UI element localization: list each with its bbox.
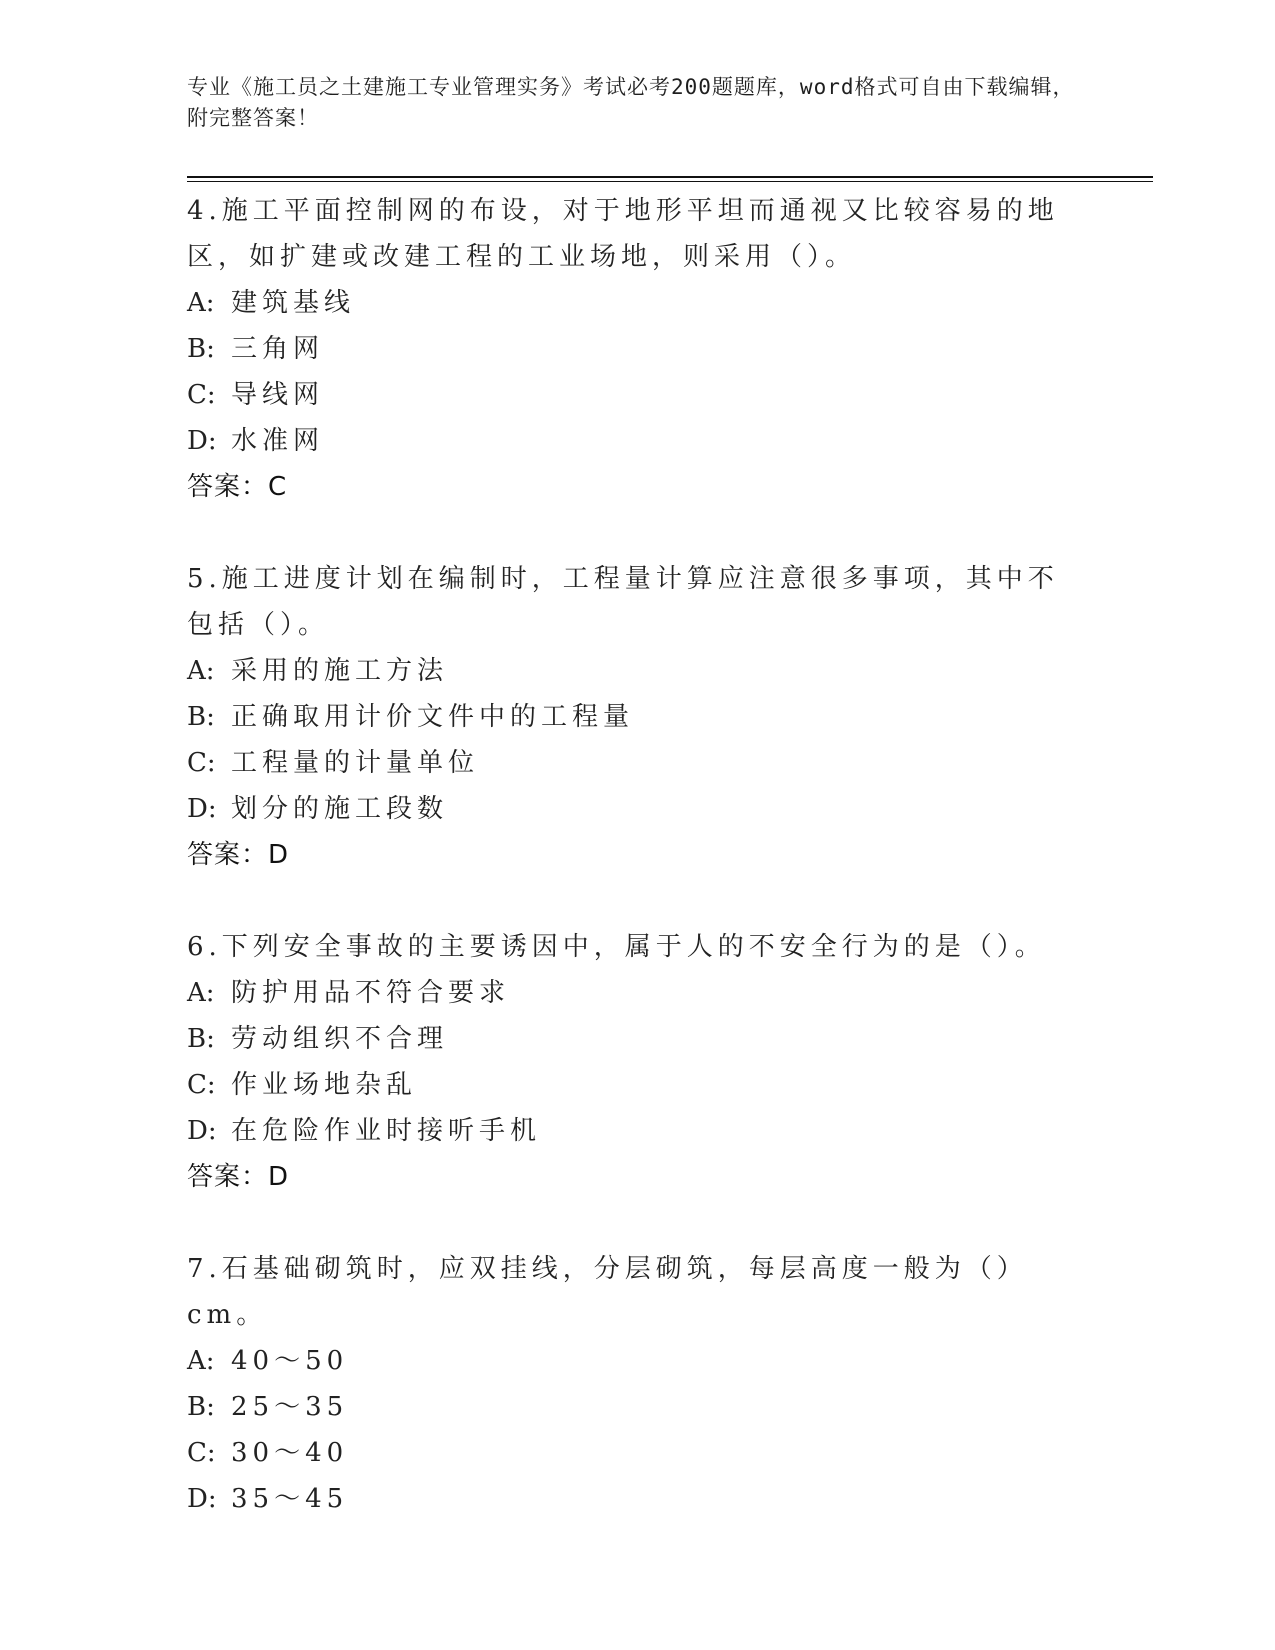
option-key: D: [187, 426, 217, 456]
option-key: B: [187, 1392, 215, 1422]
option-key: C: [187, 1438, 216, 1468]
option-text: 防护用品不符合要求 [231, 978, 511, 1008]
option-key: D: [187, 1116, 217, 1146]
question-stem: 5.施工进度计划在编制时，工程量计算应注意很多事项，其中不包括（）。 [187, 564, 1059, 640]
option-text: 25～35 [231, 1392, 349, 1422]
option-text: 在危险作业时接听手机 [231, 1116, 542, 1146]
option-c [187, 740, 1087, 786]
header-divider-thick [187, 176, 1153, 178]
option-a [187, 970, 1087, 1016]
option-key: B: [187, 1024, 215, 1054]
option-key: A: [187, 1346, 215, 1376]
option-text: 三角网 [231, 334, 325, 364]
question-item [187, 556, 1087, 878]
option-d [187, 1108, 1087, 1154]
option-text: 40～50 [231, 1346, 349, 1376]
option-text: 划分的施工段数 [231, 794, 449, 824]
answer-line: 答案：D [187, 1162, 290, 1192]
option-key: A: [187, 288, 215, 318]
option-b [187, 1384, 1087, 1430]
option-text: 水准网 [231, 426, 325, 456]
option-key: B: [187, 702, 215, 732]
option-b [187, 1016, 1087, 1062]
header-divider-thin [187, 181, 1153, 182]
answer-line: 答案：C [187, 472, 288, 502]
option-d [187, 418, 1087, 464]
option-text: 建筑基线 [231, 288, 356, 318]
question-item [187, 188, 1087, 510]
option-key: D: [187, 794, 217, 824]
option-text: 正确取用计价文件中的工程量 [231, 702, 635, 732]
option-b [187, 326, 1087, 372]
option-key: A: [187, 656, 215, 686]
question-list [187, 188, 1087, 1522]
option-text: 导线网 [231, 380, 325, 410]
option-d [187, 1476, 1087, 1522]
answer-line: 答案：D [187, 840, 290, 870]
option-d [187, 786, 1087, 832]
option-text: 采用的施工方法 [231, 656, 449, 686]
option-text: 作业场地杂乱 [231, 1070, 418, 1100]
option-text: 30～40 [231, 1438, 349, 1468]
question-stem: 6.下列安全事故的主要诱因中，属于人的不安全行为的是（）。 [187, 932, 1046, 962]
option-a [187, 280, 1087, 326]
option-text: 劳动组织不合理 [231, 1024, 449, 1054]
option-key: C: [187, 748, 216, 778]
question-item [187, 1246, 1087, 1522]
option-text: 工程量的计量单位 [231, 748, 480, 778]
option-key: C: [187, 380, 216, 410]
option-c [187, 1430, 1087, 1476]
option-key: D: [187, 1484, 217, 1514]
option-b [187, 694, 1087, 740]
option-key: C: [187, 1070, 216, 1100]
question-item [187, 924, 1087, 1200]
option-key: B: [187, 334, 215, 364]
option-key: A: [187, 978, 215, 1008]
option-a [187, 1338, 1087, 1384]
option-text: 35～45 [231, 1484, 349, 1514]
option-a [187, 648, 1087, 694]
option-c [187, 372, 1087, 418]
document-header: 专业《施工员之土建施工专业管理实务》考试必考200题题库，word格式可自由下载编辑，附完整答案！ [187, 75, 1075, 130]
question-stem: 7.石基础砌筑时，应双挂线，分层砌筑，每层高度一般为（）cm。 [187, 1254, 1028, 1330]
option-c [187, 1062, 1087, 1108]
question-stem: 4.施工平面控制网的布设，对于地形平坦而通视又比较容易的地区，如扩建或改建工程的工业场地，则采用（）。 [187, 196, 1059, 272]
